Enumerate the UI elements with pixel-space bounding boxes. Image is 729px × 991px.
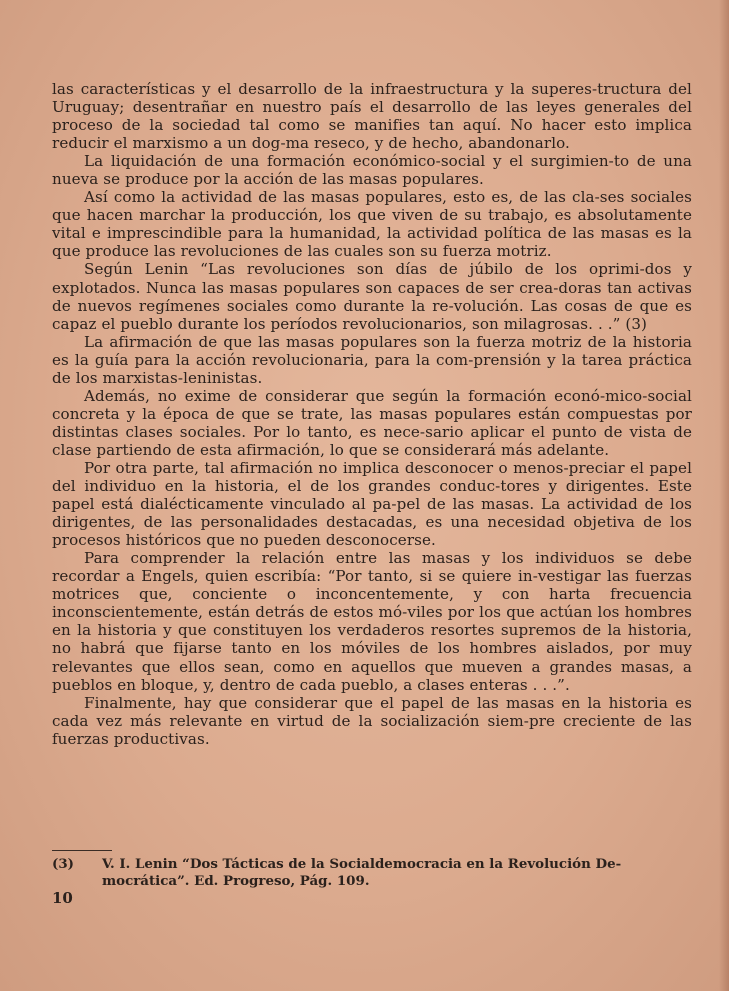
body-text [52, 80, 692, 748]
footnote [52, 856, 692, 890]
paragraph: Por otra parte, tal afirmación no implica desconocer o menos-preciar el papel del individuo en la historia, el de los grandes conduc-tores y dirigentes. Este papel está dialécticamente vinculado al pa-pel de las masas. La actividad de los dirigentes, de las personalidades destacadas, es una necesidad objetiva de los procesos históricos que no pueden desconocerse. [52, 458, 692, 550]
footnote-divider [52, 850, 112, 851]
paragraph: La liquidación de una formación económico-social y el surgimien-to de una nueva se produce por la acción de las masas populares. [52, 152, 692, 189]
footnote-text-line1: V. I. Lenin “Dos Tácticas de la Socialdemocracia en la Revolución De- [102, 856, 622, 872]
paragraph: las características y el desarrollo de la infraestructura y la superes-tructura del Uruguay; desentrañar en nuestro país el desarrollo de las leyes generales del proceso de la sociedad tal como se manifies tan aquí. No hacer esto implica reducir el marxismo a un dog-ma reseco, y de hecho, abandonarlo. [52, 80, 692, 153]
page-number: 10 [52, 889, 73, 907]
footnote-number: (3) [52, 856, 74, 872]
footnote-text-line2: mocrática”. Ed. Progreso, Pág. 109. [102, 873, 370, 889]
paragraph: Para comprender la relación entre las masas y los individuos se debe recordar a Engels, quien escribía: “Por tanto, si se quiere in-vestigar las fuerzas motrices que, conciente o inconcentemente, y con harta frecuencia inconscientemente, están detrás de estos mó-viles por los que actúan los hombres en la historia y que constituyen los verdaderos resortes supremos de la historia, no habrá que fijarse tanto en los móviles de los hombres aislados, por muy relevantes que ellos sean, como en aquellos que mueven a grandes masas, a pueblos en bloque, y, dentro de cada pueblo, a clases enteras . . .”. [52, 549, 692, 694]
paragraph: Así como la actividad de las masas populares, esto es, de las cla-ses sociales que hacen marchar la producción, los que viven de su trabajo, es absolutamente vital e imprescindible para la humanidad, la actividad política de las masas es la que produce las revoluciones de las cuales son su fuerza motriz. [52, 188, 692, 261]
paragraph: Según Lenin “Las revoluciones son días de júbilo de los oprimi-dos y explotados. Nunca las masas populares son capaces de ser crea-doras tan activas de nuevos regímenes sociales como durante la re-volución. Las cosas de que es capaz el pueblo durante los períodos revolucionarios, son milagrosas. . .” (3) [52, 260, 692, 333]
paragraph: Además, no exime de considerar que según la formación econó-mico-social concreta y la época de que se trate, las masas populares están compuestas por distintas clases sociales. Por lo tanto, es nece-sario aplicar el punto de vista de clase partiendo de esta afirmación, lo que se considerará más adelante. [52, 386, 692, 459]
paragraph: Finalmente, hay que considerar que el papel de las masas en la historia es cada vez más relevante en virtud de la socialización siem-pre creciente de las fuerzas productivas. [52, 693, 692, 748]
paragraph: La afirmación de que las masas populares son la fuerza motriz de la historia es la guía para la acción revolucionaria, para la com-prensión y la tarea práctica de los marxistas-leninistas. [52, 332, 692, 387]
